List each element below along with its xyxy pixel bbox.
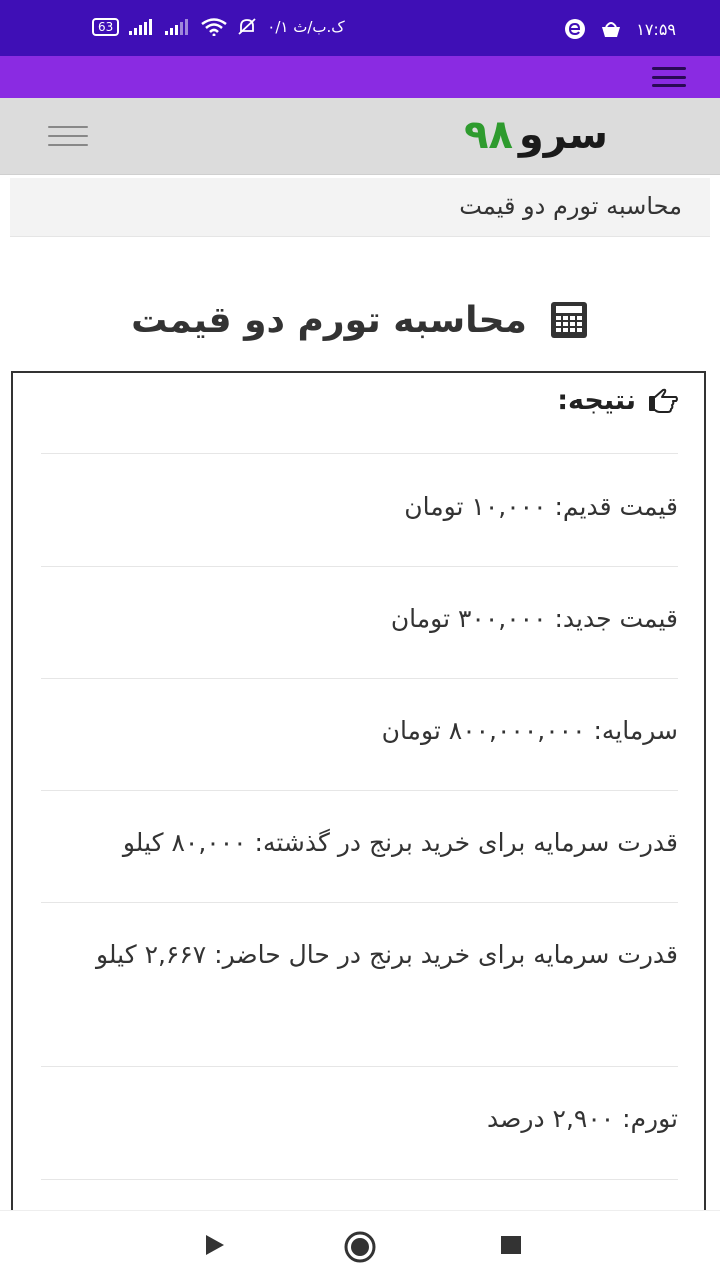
- page-title: [0, 290, 720, 350]
- muted-bell-icon: [237, 18, 257, 36]
- calculator-icon: [549, 300, 589, 340]
- divider: [41, 1179, 678, 1180]
- site-logo[interactable]: [464, 112, 608, 158]
- logo-number: ۹۸: [464, 112, 513, 158]
- divider: [41, 902, 678, 903]
- menu-icon[interactable]: [652, 67, 686, 87]
- recents-icon[interactable]: [500, 1235, 522, 1255]
- result-row-current-rice-power: قدرت سرمایه برای خرید برنج در حال حاضر: ۲,۶۶۷ کیلو: [95, 940, 678, 969]
- logo-text: سرو: [518, 112, 608, 158]
- result-row-inflation: تورم: ۲,۹۰۰ درصد: [487, 1104, 678, 1133]
- wifi-icon: [201, 18, 227, 36]
- breadcrumb-current: محاسبه تورم دو قیمت: [459, 192, 682, 220]
- signal-icon: [129, 19, 155, 35]
- status-right: [564, 18, 676, 40]
- home-icon[interactable]: [344, 1231, 376, 1263]
- breadcrumb: [10, 178, 710, 237]
- divider: [41, 790, 678, 791]
- top-app-bar: [0, 56, 720, 98]
- status-left: [92, 18, 345, 36]
- divider: [41, 678, 678, 679]
- battery-icon: 63: [92, 18, 119, 36]
- divider: [41, 1066, 678, 1067]
- back-icon[interactable]: [204, 1233, 226, 1257]
- divider: [41, 453, 678, 454]
- result-heading-text: نتیجه:: [557, 385, 636, 416]
- status-bar: [0, 0, 720, 56]
- result-row-new-price: قیمت جدید: ۳۰۰,۰۰۰ تومان: [390, 604, 678, 633]
- result-panel: [11, 371, 706, 1271]
- navigation-bar: [0, 1210, 720, 1281]
- result-row-old-price: قیمت قدیم: ۱۰,۰۰۰ تومان: [404, 492, 678, 521]
- page-title-text: محاسبه تورم دو قیمت: [131, 299, 527, 341]
- pointing-hand-icon: [648, 388, 678, 414]
- basket-icon: [600, 19, 622, 39]
- result-row-past-rice-power: قدرت سرمایه برای خرید برنج در گذشته: ۸۰,۰۰۰ کیلو: [122, 828, 678, 857]
- signal-icon: [165, 19, 191, 35]
- result-row-capital: سرمایه: ۸۰۰,۰۰۰,۰۰۰ تومان: [381, 716, 678, 745]
- site-header: [0, 98, 720, 175]
- result-heading: [557, 385, 678, 416]
- divider: [41, 566, 678, 567]
- clock: ۱۷:۵۹: [636, 19, 676, 39]
- app-e-icon: [564, 18, 586, 40]
- network-speed: ۰/۱ ک.ب/ث: [267, 18, 345, 36]
- hamburger-menu-icon[interactable]: [48, 126, 88, 146]
